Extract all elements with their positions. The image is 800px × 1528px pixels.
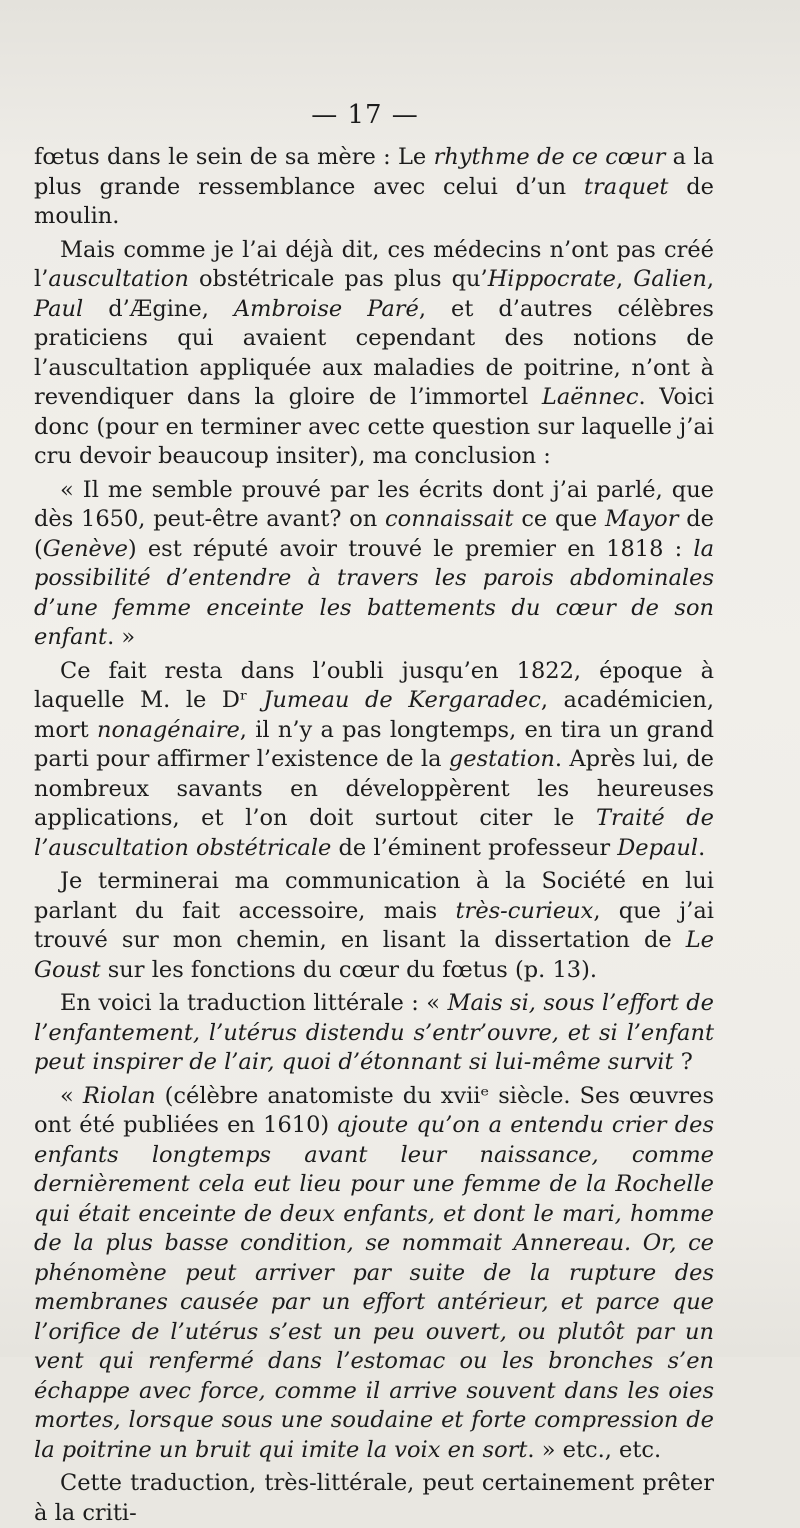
text-run: (célèbre anatomiste du xviiᵉ siècle. Ses œuvres ont été publiées en 1610) xyxy=(34,1082,714,1138)
italic-text-run: Laënnec xyxy=(541,384,639,410)
italic-text-run: Le Goust xyxy=(34,927,714,983)
italic-text-run: Genève xyxy=(42,535,128,562)
italic-text-run: rhythme de ce cœur xyxy=(433,144,666,170)
text-run: de l’éminent professeur xyxy=(331,834,618,861)
text-run: de moulin. xyxy=(34,173,714,229)
text-run: a la plus grande ressemblance avec celui d’un xyxy=(34,144,714,200)
text-run: fœtus dans le sein de sa mère : Le xyxy=(34,144,434,170)
paragraph xyxy=(34,143,714,232)
italic-text-run: connaissait xyxy=(385,506,514,532)
italic-text-run: Jumeau de Kergaradec xyxy=(263,687,541,713)
text-run: , il n’y a pas longtemps, en tira un grand parti pour affirmer l’existence de la xyxy=(34,716,714,772)
text-run: . Voici donc (pour en terminer avec cette question sur laquelle j’ai cru devoir beaucoup insiter), ma conclusion : xyxy=(34,384,715,469)
italic-text-run: Depaul xyxy=(617,834,699,861)
text-run: Je terminerai ma communication à la Société en lui parlant du fait accessoire, mais xyxy=(34,868,714,924)
body-text xyxy=(34,143,714,1528)
text-run: En voici la traduction littérale : « xyxy=(60,990,448,1016)
text-run: ce que xyxy=(513,506,606,532)
text-run: d’Ægine, xyxy=(83,295,234,322)
text-run: obstétricale pas plus qu’ xyxy=(188,266,488,292)
text-run: Ce fait resta dans l’oubli jusqu’en 1822, époque à laquelle M. le Dʳ xyxy=(34,657,714,713)
italic-text-run: nonagénaire xyxy=(96,716,240,743)
text-run: « xyxy=(60,1082,83,1109)
text-run: . » xyxy=(107,624,136,650)
paragraph xyxy=(34,1469,714,1528)
italic-text-run: gestation xyxy=(448,746,555,772)
text-run: , que j’ai trouvé sur mon chemin, en lisant la dissertation de xyxy=(34,897,715,953)
text-run: Cette traduction, très-littérale, peut certainement prêter à la criti- xyxy=(34,1470,714,1526)
text-run: , xyxy=(616,266,634,292)
text-run: Mais comme je l’ai déjà dit, ces médecins n’ont pas créé l’ xyxy=(34,236,714,292)
italic-text-run: Paul xyxy=(34,295,84,322)
italic-text-run: Galien xyxy=(633,266,707,292)
italic-text-run: traquet xyxy=(583,173,669,200)
text-run: . » etc., etc. xyxy=(527,1436,662,1463)
text-run: sur les fonctions du cœur du fœtus (p. 13). xyxy=(100,956,598,983)
text-run: , xyxy=(706,266,715,292)
italic-text-run: Hippocrate xyxy=(487,266,616,292)
italic-text-run: Traité de l’auscultation obstétricale xyxy=(34,805,714,861)
italic-text-run: Ambroise Paré xyxy=(233,295,419,322)
paragraph xyxy=(34,1082,714,1466)
paragraph xyxy=(34,657,714,864)
text-run: , académicien, mort xyxy=(34,687,714,743)
paragraph xyxy=(34,476,714,653)
italic-text-run: Mayor xyxy=(605,506,679,532)
text-run: . xyxy=(698,834,706,861)
text-run: ) est réputé avoir trouvé le premier en 1818 : xyxy=(127,535,694,562)
text-run: de ( xyxy=(34,506,714,562)
text-run: . Après lui, de nombreux savants en développèrent les heureuses applications, et l’on doit surtout citer le xyxy=(34,746,714,831)
paragraph xyxy=(34,867,714,985)
text-run: , et d’autres célèbres praticiens qui avaient cependant des notions de l’auscultation appliquée aux maladies de poitrine, n’ont à revendiquer dans la gloire de l’immortel xyxy=(34,295,714,410)
page-number: — 17 — xyxy=(311,100,419,130)
text-run: ? xyxy=(673,1049,693,1075)
italic-text-run: Mais si, sous l’effort de l’enfantement, l’utérus distendu s’entr’ouvre, et si l’enfant peut inspirer de l’air, quoi d’étonnant si lui-même survit xyxy=(34,990,714,1075)
italic-text-run: ajoute qu’on a entendu crier des enfants longtemps avant leur naissance, comme dernièrement cela eut lieu pour une femme de la Rochelle qui était enceinte de deux enfants, et dont le mari, homme de la plus basse condition, se nommait Annereau. Or, ce phénomène peut arriver par suite de la rupture des membranes causée par un effort antérieur, et parce que l’orifice de l’utérus s’est un peu ouvert, ou plutôt par un vent qui renfermé dans l’estomac ou les bronches s’en échappe avec force, comme il arrive souvent dans les oies mortes, lorsque sous une soudaine et forte compression de la poitrine un bruit qui imite la voix en sort xyxy=(34,1112,714,1463)
paragraph xyxy=(34,989,714,1078)
italic-text-run: Riolan xyxy=(82,1082,156,1109)
italic-text-run: la possibilité d’entendre à travers les parois abdominales d’une femme enceinte les battements du cœur de son enfant xyxy=(34,535,714,650)
italic-text-run: très-curieux xyxy=(455,897,594,924)
italic-text-run: auscultation xyxy=(48,266,189,292)
text-run: « Il me semble prouvé par les écrits dont j’ai parlé, que dès 1650, peut-être avant? on xyxy=(34,476,714,532)
paragraph xyxy=(34,236,714,472)
